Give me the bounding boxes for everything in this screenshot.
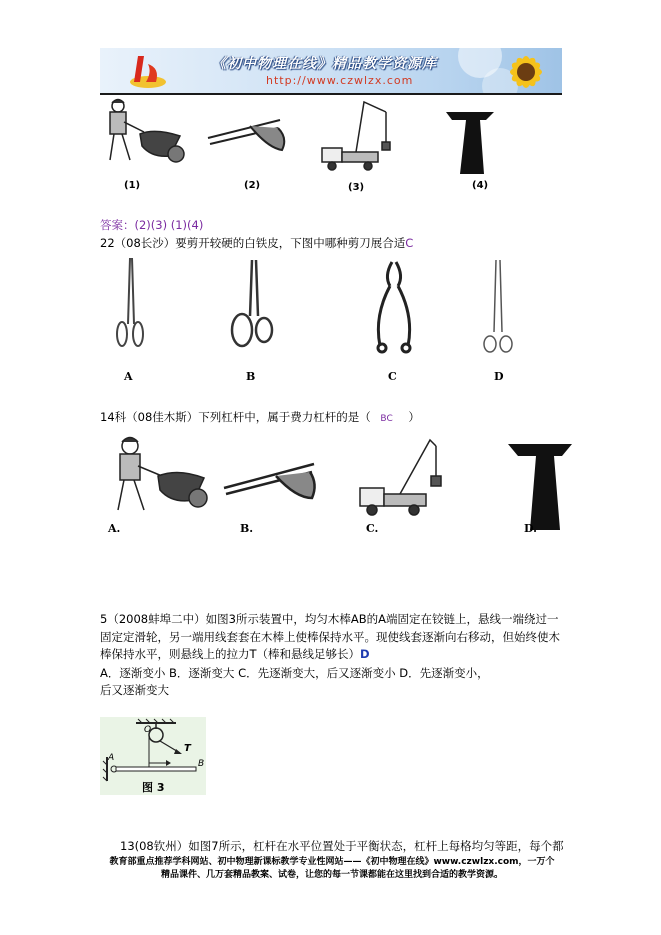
- site-logo-icon: [126, 52, 170, 90]
- banner-title: 《初中物理在线》精品教学资源库: [212, 56, 437, 72]
- fig1-label-2: (2): [244, 180, 261, 191]
- question-22-answer: C: [405, 236, 414, 250]
- scissors-a: [117, 258, 143, 346]
- question-22: [100, 236, 413, 251]
- question-5-options-cont: 后又逐渐变大: [100, 683, 169, 697]
- axe-figure-2: [508, 444, 572, 530]
- pulley-label-a: A: [108, 753, 115, 763]
- crane-truck-figure-2: [360, 440, 441, 515]
- sunflower-icon: [492, 50, 558, 93]
- pulley-label-o: O: [144, 725, 152, 735]
- pulley-figure: [100, 717, 206, 795]
- fig3-label-b: B.: [240, 522, 254, 535]
- question-14-close: ）: [408, 410, 420, 424]
- question-13: 13(08钦州）如图7所示，杠杆在水平位置处于平衡状态，杠杆上每格均匀等距，每个都: [120, 839, 564, 853]
- question-5-options: A．逐渐变小 B．逐渐变大 C．先逐渐变大，后又逐渐变小 D．先逐渐变小，: [100, 666, 489, 680]
- scissors-label-b: B: [246, 370, 256, 383]
- footer-line-1: 教育部重点推荐学科网站、初中物理新课标教学专业性网站——《初中物理在线》www.czwlzx.com，一万个: [109, 857, 555, 867]
- scissors-figure-row: [110, 256, 530, 386]
- question-5-text: 5（2008蚌埠二中）如图3所示装置中，均匀木棒AB的A端固定在铰链上，悬线一端绕过一固定定滑轮，另一端用线套套在木棒上使棒保持水平。现使线套逐渐向右移动，但始终使木棒保持水平，则悬线上的拉力T（棒和悬线足够长）: [100, 612, 560, 661]
- crane-truck-figure: [322, 102, 390, 170]
- scissors-c: [378, 262, 410, 352]
- lever-figure-row-1: [100, 98, 500, 194]
- question-22-text: 22（08长沙）要剪开较硬的白铁皮，下图中哪种剪刀展合适: [100, 236, 406, 250]
- question-14-text: 14科（08佳木斯）下列杠杆中，属于费力杠杆的是（: [100, 410, 371, 424]
- fig1-label-3: (3): [348, 182, 365, 193]
- question-14-answer: BC: [380, 414, 393, 424]
- scissors-b: [232, 260, 272, 346]
- scissors-d: [484, 260, 512, 352]
- scissors-label-c: C: [388, 370, 397, 383]
- wheelbarrow-figure: [110, 100, 184, 163]
- lever-figure-row-2: [100, 436, 580, 536]
- question-5-answer: D: [360, 647, 370, 661]
- banner-url: http://www.czwlzx.com: [266, 74, 414, 87]
- pulley-caption: 图 3: [142, 781, 165, 794]
- fig1-label-4: (4): [472, 180, 489, 191]
- scissors-label-d: D: [494, 370, 504, 383]
- header-banner: [100, 48, 562, 95]
- fig1-label-1: (1): [124, 180, 141, 191]
- wheelbarrow-figure-2: [118, 438, 207, 511]
- scissors-label-a: A: [124, 370, 133, 383]
- shears-figure: [208, 120, 284, 150]
- fig3-label-c: C.: [366, 522, 379, 535]
- pulley-label-b: B: [198, 759, 205, 769]
- shears-figure-2: [224, 464, 315, 498]
- pulley-label-t: T: [184, 743, 191, 754]
- answer-line: 答案：(2)(3) (1)(4): [100, 218, 204, 232]
- fig3-label-d: D.: [524, 522, 537, 535]
- question-5: [100, 611, 568, 664]
- axe-figure: [446, 112, 494, 174]
- fig3-label-a: A.: [108, 522, 121, 535]
- question-14: [100, 410, 420, 427]
- footer-line-2: 精品课件、几万套精品教案、试卷，让您的每一节课都能在这里找到合适的教学资源。: [160, 870, 503, 880]
